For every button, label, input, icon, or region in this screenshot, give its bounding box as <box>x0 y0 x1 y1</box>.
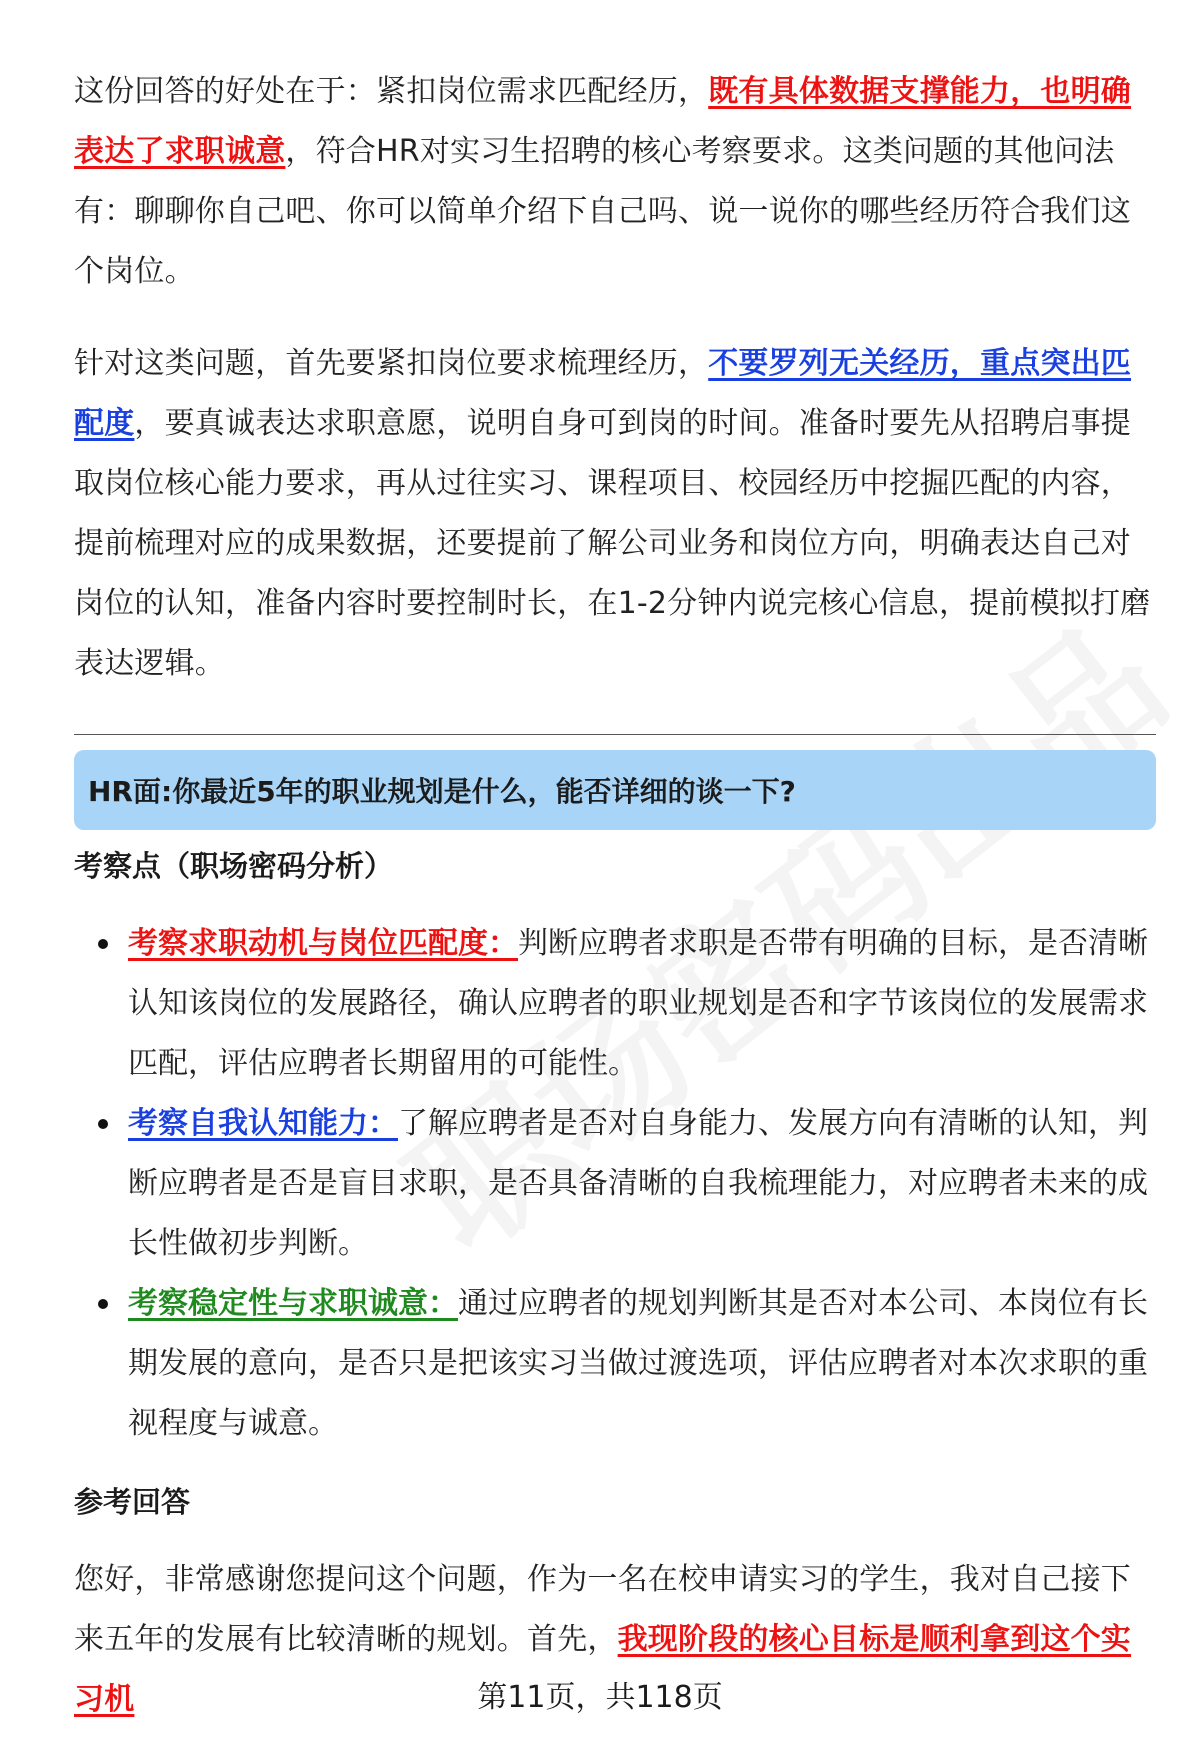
intro-paragraph-2 <box>74 334 1156 694</box>
intro-p1-highlight: 既有具体数据支撑能力，也明确表达了求职诚意 <box>74 74 1132 169</box>
question-banner <box>74 750 1156 830</box>
intro-p1-text-a: 这份回答的好处在于：紧扣岗位需求匹配经历， <box>74 74 709 109</box>
intro-paragraph-1 <box>74 62 1156 302</box>
bullet-dot-icon <box>98 939 108 949</box>
point-text: 了解应聘者是否对自身能力、发展方向有清晰的认知，判断应聘者是否是盲目求职，是否具备清晰的自我梳理能力，对应聘者未来的成长性做初步判断。 <box>128 1106 1148 1261</box>
intro-p2-highlight: 不要罗列无关经历，重点突出匹配度 <box>74 346 1132 441</box>
point-text: 通过应聘者的规划判断其是否对本公司、本岗位有长期发展的意向，是否只是把该实习当做过渡选项，评估应聘者对本次求职的重视程度与诚意。 <box>128 1286 1148 1441</box>
bullet-dot-icon <box>98 1299 108 1309</box>
answer-heading: 参考回答 <box>74 1485 191 1519</box>
bullet-dot-icon <box>98 1119 108 1129</box>
intro-p2-text-a: 针对这类问题，首先要紧扣岗位要求梳理经历， <box>74 346 709 381</box>
list-item <box>74 1274 1156 1454</box>
point-label: 考察稳定性与求职诚意： <box>128 1286 458 1321</box>
intro-section <box>74 62 1156 694</box>
list-item <box>74 1094 1156 1274</box>
answer-text: 您好，非常感谢您提问这个问题，作为一名在校申请实习的学生，我对自己接下来五年的发展有比较清晰的规划。首先， <box>74 1562 1131 1657</box>
points-heading: 考察点（职场密码分析） <box>74 849 394 883</box>
points-list <box>74 914 1156 1454</box>
intro-p2-text-b: ，要真诚表达求职意愿，说明自身可到岗的时间。准备时要先从招聘启事提取岗位核心能力要求，再从过往实习、课程项目、校园经历中挖掘匹配的内容，提前梳理对应的成果数据，还要提前了解公司业务和岗位方向，明确表达自己对岗位的认知，准备内容时要控制时长，在1-2分钟内说完核心信息，提前模拟打磨表达逻辑。 <box>74 406 1151 681</box>
question-text: HR面:你最近5年的职业规划是什么，能否详细的谈一下? <box>88 775 796 808</box>
page-number: 第11页，共118页 <box>477 1680 723 1715</box>
section-divider <box>74 734 1156 735</box>
intro-p1-text-b: ，符合HR对实习生招聘的核心考察要求。这类问题的其他问法有：聊聊你自己吧、你可以简单介绍下自己吗、说一说你的哪些经历符合我们这个岗位。 <box>74 134 1131 289</box>
point-text: 判断应聘者求职是否带有明确的目标，是否清晰认知该岗位的发展路径，确认应聘者的职业规划是否和字节该岗位的发展需求匹配，评估应聘者长期留用的可能性。 <box>128 926 1148 1081</box>
answer-highlight: 我现阶段的核心目标是顺利拿到这个实习机 <box>74 1622 1132 1717</box>
list-item <box>74 914 1156 1094</box>
point-label: 考察求职动机与岗位匹配度： <box>128 926 518 961</box>
point-label: 考察自我认知能力： <box>128 1106 398 1141</box>
